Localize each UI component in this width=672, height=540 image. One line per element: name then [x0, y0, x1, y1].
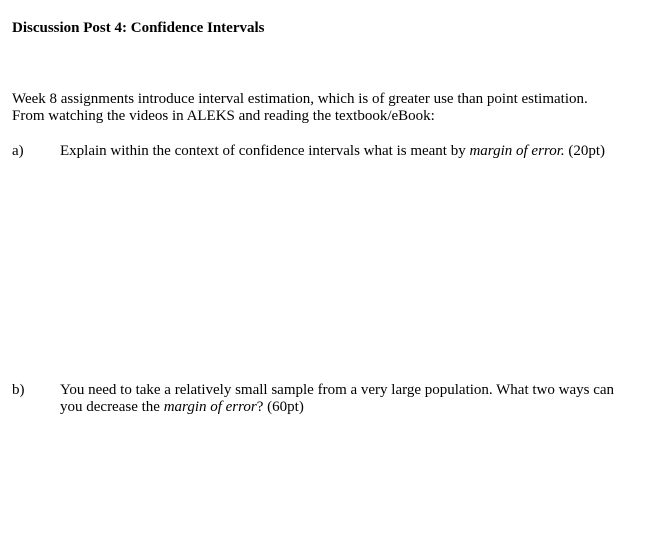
question-b-text	[60, 382, 640, 416]
intro-paragraph	[12, 91, 652, 125]
question-a-text	[60, 143, 640, 160]
intro-line-2: From watching the videos in ALEKS and reading the textbook/eBook:	[12, 108, 435, 124]
question-a-points: (20pt)	[564, 143, 606, 159]
question-a-text-before: Explain within the context of confidence intervals what is meant by	[60, 143, 466, 159]
intro-line-1: Week 8 assignments introduce interval estimation, which is of greater use than point estimation.	[12, 91, 588, 107]
question-b-points: ? (60pt)	[256, 399, 304, 415]
question-b-label: b)	[12, 382, 25, 398]
question-b-text-before: You need to take a relatively small sample from a very large population. What two ways can you decrease the	[60, 382, 615, 415]
question-b-emphasis: margin of error	[163, 399, 257, 415]
question-a-emphasis: margin of error.	[469, 143, 565, 159]
page-title: Discussion Post 4: Confidence Intervals	[12, 20, 265, 36]
question-a-label: a)	[12, 143, 24, 159]
